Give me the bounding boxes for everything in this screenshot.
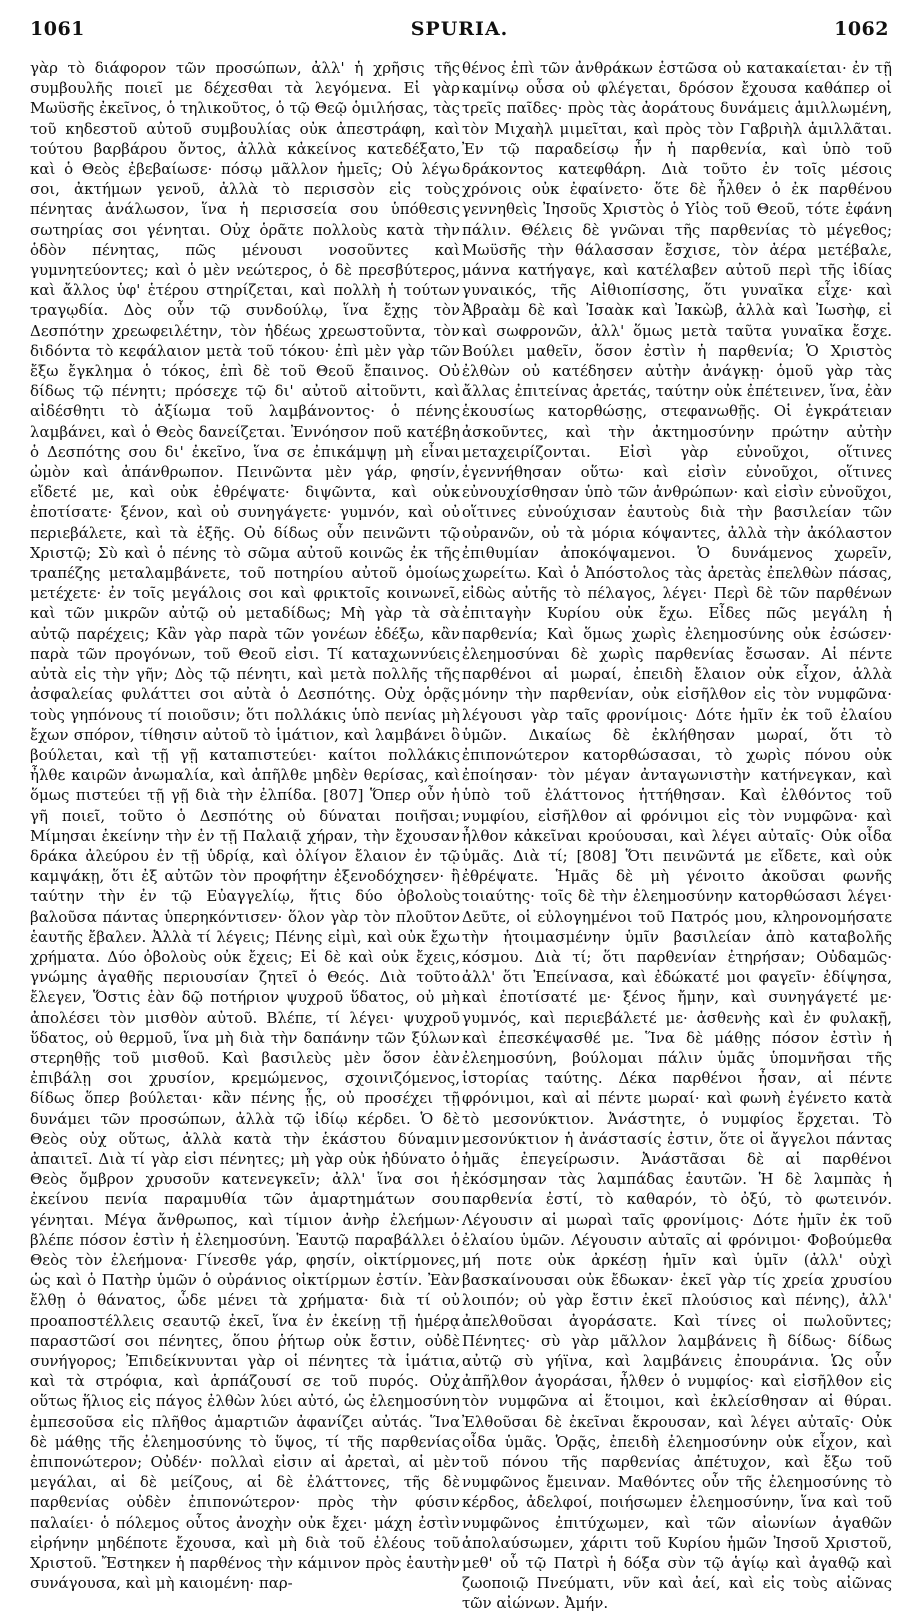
right-column-text: θένος ἐπὶ τῶν ἀνθράκων ἑστῶσα οὐ κατακαίεται· ἐν τῇ καμίνῳ οὖσα οὐ φλέγεται, δρόσον ἔχουσα καθάπερ οἱ τρεῖς παῖδες· πρὸς τὰς ἀοράτους δυνάμεις ἁμιλλωμένη, τὸν Μιχαὴλ μιμεῖται, καὶ πρὸς τὸν Γαβριὴλ ἁμιλλᾶται. Ἐν τῷ παραδείσῳ ἦν ἡ παρθενία, καὶ ὑπὸ τοῦ δράκοντος κατεφθάρη. Διὰ τοῦτο ἐν τοῖς μέσοις χρόνοις οὐκ ἐφαίνετο· ὅτε δὲ ἦλθεν ὁ ἐκ παρθένου γεννηθεὶς Ἰησοῦς Χριστὸς ὁ Υἱὸς τοῦ Θεοῦ, τότε ἐφάνη πάλιν. Θέλεις δὲ γνῶναι τῆς παρθενίας τὸ μέγεθος; Μωϋσῆς τὴν θάλασσαν ἔσχισε, τὸν ἀέρα μετέβαλε, μάννα κατήγαγε, καὶ κατέλαβεν αὐτοῦ περὶ τῆς ἰδίας γυναικός, τῆς Αἰθιοπίσσης, ὅτι γυναῖκα εἶχε· καὶ Ἀβραὰμ δὲ καὶ Ἰσαὰκ καὶ Ἰακὼβ, ἀλλὰ καὶ Ἰωσὴφ, εἰ καὶ σωφρονῶν, ἀλλ' ὅμως μετὰ ταῦτα γυναῖκα ἔσχε. Βούλει μαθεῖν, ὅσον ἐστὶν ἡ παρθενία; Ὁ Χριστὸς ἐλθὼν οὐ κατέδησεν αὐτὴν ἀνάγκῃ· ὁμοῦ γὰρ τὰς ἄλλας ἐπιτείνας ἀρετάς, ταύτην οὐκ ἐπέτεινεν, ἵνα, ἐὰν ἑκουσίως κατορθώσῃς, στεφανωθῇς. Οἱ ἐγκράτειαν ἀσκοῦντες, καὶ τὴν ἀκτημοσύνην πρώτην αὐτὴν μεταχειρίζονται. Εἰσὶ γὰρ εὐνοῦχοι, οἵτινες ἐγεννήθησαν οὕτω· καὶ εἰσὶν εὐνοῦχοι, οἵτινες εὐνουχίσθησαν ὑπὸ τῶν ἀνθρώπων· καὶ εἰσὶν εὐνοῦχοι, οἵτινες εὐνούχισαν ἑαυτοὺς διὰ τὴν βασιλείαν τῶν οὐρανῶν, οὐ τὰ μόρια κόψαντες, ἀλλὰ τὴν ἀκόλαστον ἐπιθυμίαν ἀποκόψαμενοι. Ὁ δυνάμενος χωρεῖν, χωρείτω. Καὶ ὁ Ἀπόστολος τὰς ἀρετὰς ἐπελθὼν πάσας, εἰδὼς αὐτῆς τὸ πέλαγος, λέγει· Περὶ δὲ τῶν παρθένων ἐπιταγὴν Κυρίου οὐκ ἔχω. Εἶδες πῶς μεγάλη ἡ παρθενία; Καὶ ὅμως χωρὶς ἐλεημοσύνης οὐκ ἐσώσεν· ἐλεημοσύναι δὲ χωρὶς παρθενίας ἔσωσαν. Αἱ πέντε παρθένοι αἱ μωραί, ἐπειδὴ ἔλαιον οὐκ εἶχον, ἀλλὰ μόνην τὴν παρθενίαν, οὐκ εἰσῆλθον εἰς τὸν νυμφῶνα· λέγουσι γὰρ ταῖς φρονίμοις· Δότε ἡμῖν ἐκ τοῦ ἐλαίου ὑμῶν. Δικαίως δὲ ἐκλήθησαν μωραί, ὅτι τὸ ἐπιπονώτερον κατορθώσασαι, τὸ χωρὶς πόνου οὐκ ἐποίησαν· τὸν μέγαν ἀνταγωνιστὴν κατήνεγκαν, καὶ ὑπὸ τοῦ ἐλάττονος ἡττήθησαν. Καὶ ἐλθόντος τοῦ νυμφίου, εἰσῆλθον αἱ φρόνιμοι εἰς τὸν νυμφῶνα· καὶ ἦλθον κἀκεῖναι κρούουσαι, καὶ λέγει αὐταῖς· Οὐκ οἶδα ὑμᾶς. Διὰ τί; [808] Ὅτι πεινῶντά με εἴδετε, καὶ οὐκ ἐθρέψατε. Ἡμᾶς δὲ μὴ γένοιτο ἀκοῦσαι φωνῆς τοιαύτης· τοῖς δὲ τὴν ἐλεημοσύνην κατορθώσασι λέγει· Δεῦτε, οἱ εὐλογημένοι τοῦ Πατρός μου, κληρονομήσατε τὴν ἡτοιμασμένην ὑμῖν βασιλείαν ἀπὸ καταβολῆς κόσμου. Διὰ τί; ὅτι παρθενίαν ἐτηρήσαν; Οὐδαμῶς· ἀλλ' ὅτι Ἐπείνασα, καὶ ἐδώκατέ μοι φαγεῖν· ἐδίψησα, καὶ ἐποτίσατέ με· ξένος ἤμην, καὶ συνηγάγετέ με· γυμνός, καὶ περιεβάλετέ με· ἀσθενὴς καὶ ἐν φυλακῇ, καὶ ἐπεσκέψασθέ με. Ἵνα δὲ μάθῃς πόσον ἐστὶν ἡ ἐλεημοσύνη, βούλομαι πάλιν ὑμᾶς ὑπομνῆσαι τῆς ἱστορίας ταύτης. Δέκα παρθένοι ἦσαν, αἱ πέντε φρόνιμοι, καὶ αἱ πέντε μωραί· καὶ φωνὴ ἐγένετο κατὰ τὸ μεσονύκτιον. Ἀνάστητε, ὁ νυμφίος ἔρχεται. Τὸ μεσονύκτιον ἡ ἀνάστασίς ἐστιν, ὅτε οἱ ἄγγελοι πάντας ἡμᾶς ἐπεγείρωσιν. Ἀνάστᾶσαι δὲ αἱ παρθένοι ἐκόσμησαν τὰς λαμπάδας ἑαυτῶν. Ἡ δὲ λαμπὰς ἡ παρθενία ἐστί, τὸ καθαρόν, τὸ ὀξύ, τὸ φωτεινόν. Λέγουσιν αἱ μωραὶ ταῖς φρονίμοις· Δότε ἡμῖν ἐκ τοῦ ἐλαίου ὑμῶν. Λέγουσιν αὐταῖς αἱ φρόνιμοι· Φοβούμεθα μή ποτε οὐκ ἀρκέσῃ ἡμῖν καὶ ὑμῖν (ἀλλ' οὐχὶ βασκαίνουσαι οὐκ ἔδωκαν· ἐκεῖ γὰρ τίς χρεία χρυσίου λοιπόν; οὐ γὰρ ἔστιν ἐκεῖ πλούσιος καὶ πένης), ἀλλ' ἀπελθοῦσαι ἀγοράσατε. Καὶ τίνες οἱ πωλοῦντες; Πένητες· σὺ γὰρ μᾶλλον λαμβάνεις ἢ δίδως· δίδως αὐτῷ σὺ γήϊνα, καὶ λαμβάνεις ἐπουράνια. Ὡς οὖν ἀπῆλθον ἀγοράσαι, ἦλθεν ὁ νυμφίος· καὶ εἰσῆλθον εἰς τὸν νυμφῶνα αἱ ἕτοιμοι, καὶ ἐκλείσθησαν αἱ θύραι. Ἐλθοῦσαι δὲ ἐκεῖναι ἔκρουσαν, καὶ λέγει αὐταῖς· Οὐκ οἶδα ὑμᾶς. Ὁρᾷς, ἐπειδὴ ἐλεημοσύνην οὐκ εἶχον, καὶ τοῦ πόνου τῆς παρθενίας ἀπέτυχον, καὶ ἔξω τοῦ νυμφῶνος ἔμειναν. Μαθόντες οὖν τῆς ἐλεημοσύνης τὸ κέρδος, ἀδελφοί, ποιήσωμεν ἐλεημοσύνην, ἵνα καὶ τοῦ νυμφῶνος ἐπιτύχωμεν, καὶ τῶν αἰωνίων ἀγαθῶν ἀπολαύσωμεν, χάριτι τοῦ Κυρίου ἡμῶν Ἰησοῦ Χριστοῦ, μεθ' οὗ τῷ Πατρὶ ἡ δόξα σὺν τῷ ἁγίῳ καὶ ἀγαθῷ καὶ ζωοποιῷ Πνεύματι, νῦν καὶ ἀεί, καὶ εἰς τοὺς αἰῶνας τῶν αἰώνων. Ἀμήν.: [462, 59, 892, 1613]
page-header: [30, 18, 889, 48]
right-column-number: 1062: [834, 18, 889, 40]
left-column-text: γὰρ τὸ διάφορον τῶν προσώπων, ἀλλ' ἡ χρῆσις τῆς συμβουλῆς ποιεῖ με δέχεσθαι τὰ λεγόμενα. Εἰ γὰρ Μωϋσῆς ἐκεῖνος, ὁ τηλικοῦτος, ὁ τῷ Θεῷ ὁμιλήσας, τὰς τοῦ κηδεστοῦ αὐτοῦ συμβουλίας οὐκ ἀπεστράφη, καὶ τούτου βαρβάρου ὄντος, ἀλλὰ κἀκείνος κατεδέξατο, καὶ ὁ Θεὸς ἐβεβαίωσε· πόσῳ μᾶλλον ἡμεῖς; Οὐ λέγω σοι, ἀκτήμων γενοῦ, ἀλλὰ τὸ περισσὸν εἰς τοὺς πένητας ἀνάλωσον, ἵνα ἡ περισσεία σου ὑπόθεσις σωτηρίας σοι γένηται. Οὐχ ὁρᾶτε πολλοὺς κατὰ τὴν ὁδὸν πένητας, πῶς μένουσι νοσοῦντες καὶ γυμνητεύοντες; καὶ ὁ μὲν νεώτερος, ὁ δὲ πρεσβύτερος, καὶ ἄλλος ὑφ' ἑτέρου στηρίζεται, καὶ πολλὴ ἡ τούτων τραγῳδία. Δὸς οὖν τῷ συνδούλῳ, ἵνα ἔχῃς τὸν Δεσπότην χρεωφειλέτην, τὸν ἡδέως χρεωστοῦντα, τὸν διδόντα τὸ κεφάλαιον μετὰ τοῦ τόκου· ἐπὶ μὲν γὰρ τῶν ἔξω ἔγκλημα ὁ τόκος, ἐπὶ δὲ τοῦ Θεοῦ ἔπαινος. Οὐ δίδως τῷ πένητι; πρόσεχε τῷ δι' αὐτοῦ αἰτοῦντι, καὶ αἰδέσθητι τὸ ἀξίωμα τοῦ λαμβάνοντος· ὁ πένης λαμβάνει, καὶ ὁ Θεὸς δανείζεται. Ἐννόησον ποῦ κατέβη ὁ Δεσπότης σου δι' ἐκεῖνο, ἵνα σε ἐπικάμψῃ μὴ εἶναι ὠμὸν καὶ ἀπάνθρωπον. Πεινῶντα μὲν γάρ, φησίν, εἴδετέ με, καὶ οὐκ ἐθρέψατε· διψῶντα, καὶ οὐκ ἐποτίσατε· ξένον, καὶ οὐ συνηγάγετε· γυμνόν, καὶ οὐ περιεβάλετε, καὶ τὰ ἑξῆς. Οὐ δίδως οὖν πεινῶντι τῷ Χριστῷ; Σὺ καὶ ὁ πένης τὸ σῶμα αὐτοῦ κοινῶς ἐκ τῆς τραπέζης μεταλαμβάνετε, τοῦ ποτηρίου αὐτοῦ ὁμοίως μετέχετε· ἐν τοῖς μεγάλοις σοι καὶ φρικτοῖς κοινωνεῖ, καὶ τῶν μικρῶν αὐτῷ οὐ μεταδίδως; Μὴ γὰρ τὰ σὰ αὐτῷ παρέχεις; Κἂν γὰρ παρὰ τῶν γονέων ἐδέξω, κἂν παρὰ τῶν προγόνων, τοῦ Θεοῦ εἰσι. Τί καταχωννύεις αὐτὰ εἰς τὴν γῆν; Δὸς τῷ πένητι, καὶ μετὰ πολλῆς τῆς ἀσφαλείας φυλάττει σοι αὐτὰ ὁ Δεσπότης. Οὐχ ὁρᾷς τοὺς γηπόνους τί ποιοῦσιν; ὅτι πολλάκις ὑπὸ πενίας μὴ ἔχων σπόρον, τίθησιν αὐτοῦ τὸ ἱμάτιον, καὶ λαμβάνει ὃ βούλεται, καὶ τῇ γῇ καταπιστεύει· καίτοι πολλάκις ἦλθε καιρῶν ἀνωμαλία, καὶ ἀπῆλθε μηδὲν θερίσας, καὶ ὅμως πιστεύει τῇ γῇ διὰ τὴν ἐλπίδα. [807] Ὅπερ οὖν ἡ γῆ ποιεῖ, τοῦτο ὁ Δεσπότης οὐ δύναται ποιῆσαι; Μίμησαι ἐκείνην τὴν ἐν τῇ Παλαιᾷ χήραν, τὴν ἔχουσαν δράκα ἀλεύρου ἐν τῇ ὑδρίᾳ, καὶ ὀλίγον ἔλαιον ἐν τῷ καμψάκῃ, ὅτι ἐξ αὐτῶν τὸν προφήτην ἐξενοδόχησεν· ἢ ταύτην τὴν ἐν τῷ Εὐαγγελίῳ, ἥτις δύο ὀβολοὺς βαλοῦσα πάντας ὑπερηκόντισεν· ὅλον γὰρ τὸν πλοῦτον ἑαυτῆς ἔβαλεν. Ἀλλὰ τί λέγεις; Πένης εἰμὶ, καὶ οὐκ ἔχω χρήματα. Δύο ὀβολοὺς οὐκ ἔχεις; Εἰ δὲ καὶ οὐκ ἔχεις, γνώμης ἀγαθῆς περιουσίαν ζητεῖ ὁ Θεός. Διὰ τοῦτο ἔλεγεν, Ὅστις ἐὰν δῷ ποτήριον ψυχροῦ ὕδατος, οὐ μὴ ἀπολέσει τὸν μισθὸν αὐτοῦ. Βλέπε, τί λέγει· ψυχροῦ ὕδατος, οὐ θερμοῦ, ἵνα μὴ διὰ τὴν δαπάνην τῶν ξύλων στερηθῇς τοῦ μισθοῦ. Καὶ βασιλεὺς μὲν ὅσον ἐὰν ἐπιβάλῃ σοι χρυσίον, κρεμώμενος, σχοινιζόμενος, δίδως ὅπερ βούλεται· κἂν πένης ᾖς, οὐ προσέχει τῇ δυνάμει τῶν προσώπων, ἀλλὰ τῷ ἰδίῳ κέρδει. Ὁ δὲ Θεὸς οὐχ οὕτως, ἀλλὰ κατὰ τὴν ἑκάστου δύναμιν ἀπαιτεῖ. Διὰ τί γὰρ εἰσι πένητες; μὴ γὰρ οὐκ ἠδύνατο ὁ Θεὸς ὄμβρον χρυσοῦν κατενεγκεῖν; ἀλλ' ἵνα σοι ἡ ἐκείνου πενία παραμυθία τῶν ἁμαρτημάτων σου γένηται. Μέγα ἄνθρωπος, καὶ τίμιον ἀνὴρ ἐλεήμων· βλέπε πόσον ἐστὶν ἡ ἐλεημοσύνη. Ἑαυτῷ παραβάλλει ὁ Θεὸς τὸν ἐλεήμονα· Γίνεσθε γάρ, φησίν, οἰκτίρμονες, ὡς καὶ ὁ Πατὴρ ὑμῶν ὁ οὐράνιος οἰκτίρμων ἐστίν. Ἐὰν ἔλθῃ ὁ θάνατος, ὧδε μένει τὰ χρήματα· διὰ τί οὐ προαποστέλλεις σεαυτῷ ἐκεῖ, ἵνα ἐν ἐκείνῃ τῇ ἡμέρᾳ παραστῶσί σοι πένητες, ὅπου ῥήτωρ οὐκ ἔστιν, οὐδὲ συνήγορος; Ἐπιδείκνυνται γὰρ οἱ πένητες τὰ ἱμάτια, καὶ τὰ στρόφια, καὶ ἁρπάζουσί σε τοῦ πυρός. Οὐχ οὕτως ἥλιος εἰς πάγος ἐλθὼν λύει αὐτό, ὡς ἐλεημοσύνη ἐμπεσοῦσα εἰς πλῆθος ἁμαρτιῶν ἀφανίζει αὐτάς. Ἵνα δὲ μάθῃς τῆς ἐλεημοσύνης τὸ ὕψος, τί τῆς παρθενίας ἐπιπονώτερον; Οὐδέν· πολλαὶ εἰσιν αἱ ἀρεταὶ, αἱ μὲν μεγάλαι, αἱ δὲ μείζους, αἱ δὲ ἐλάττονες, τῆς δὲ παρθενίας οὐδὲν ἐπιπονώτερον· πρὸς τὴν φύσιν παλαίει· ὁ πόλεμος οὗτος ἀνοχὴν οὐκ ἔχει· μάχη ἐστὶν εἰρήνην μηδέποτε ἔχουσα, καὶ μὴ διὰ τοῦ ἐλέους τοῦ Χριστοῦ. Ἔστηκεν ἡ παρθένος τὴν κάμινον πρὸς ἑαυτὴν συνάγουσα, καὶ μὴ καιομένη· παρ-: [30, 59, 460, 1593]
left-text-column: [30, 58, 460, 1593]
running-title: SPURIA.: [410, 18, 509, 40]
left-column-number: 1061: [30, 18, 85, 40]
right-text-column: [462, 58, 892, 1613]
